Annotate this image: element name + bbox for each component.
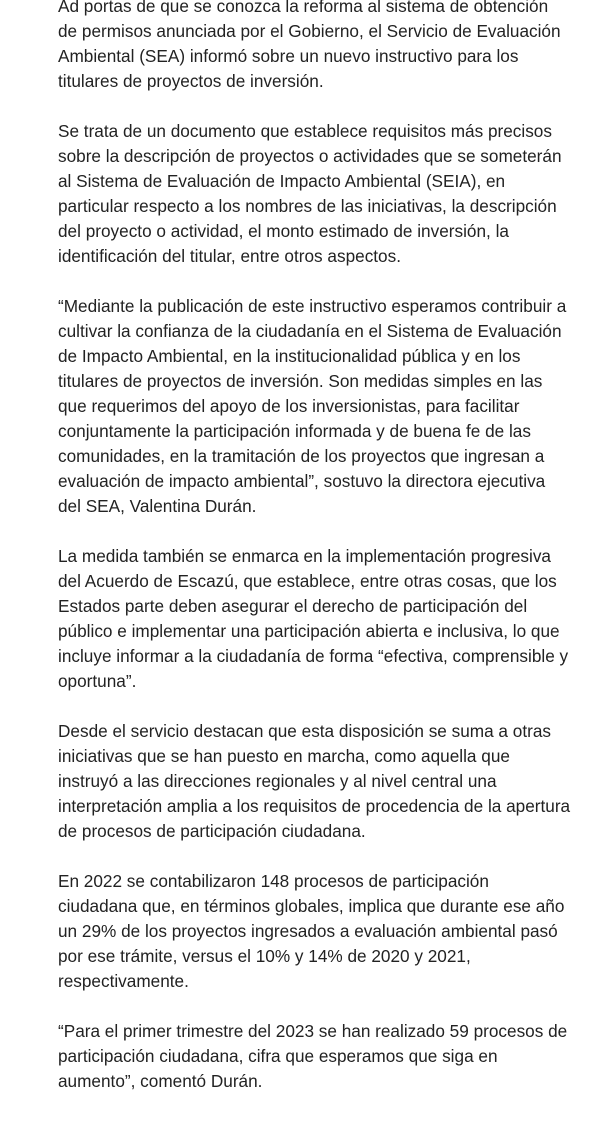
article-paragraph: La medida también se enmarca en la implementación progresiva del Acuerdo de Escazú, que establece, entre otras cosas, que los Estados parte deben asegurar el derecho de participación del público e implementar una participación abierta e inclusiva, lo que incluye informar a la ciudadanía de forma “efectiva, comprensible y oportuna”. [58,546,569,691]
article-paragraph: En 2022 se contabilizaron 148 procesos de participación ciudadana que, en términos globales, implica que durante ese año un 29% de los proyectos ingresados a evaluación ambiental pasó por ese trámite, versus el 10% y 14% de 2020 y 2021, respectivamente. [58,871,565,991]
article-paragraph: Desde el servicio destacan que esta disposición se suma a otras iniciativas que se han puesto en marcha, como aquella que instruyó a las direcciones regionales y al nivel central una interpretación amplia a los requisitos de procedencia de la apertura de procesos de participación ciudadana. [58,721,571,841]
article-paragraph: “Mediante la publicación de este instructivo esperamos contribuir a cultivar la confianza de la ciudadanía en el Sistema de Evaluación de Impacto Ambiental, en la institucionalidad pública y en los titulares de proyectos de inversión. Son medidas simples en las que requerimos del apoyo de los inversionistas, para facilitar conjuntamente la participación informada y de buena fe de las comunidades, en la tramitación de los proyectos que ingresan a evaluación de impacto ambiental”, sostuvo la directora ejecutiva del SEA, Valentina Durán. [58,296,567,516]
article-paragraph: Ad portas de que se conozca la reforma al sistema de obtención de permisos anunciada por el Gobierno, el Servicio de Evaluación Ambiental (SEA) informó sobre un nuevo instructivo para los titulares de proyectos de inversión. [58,0,561,91]
article-paragraph: “Para el primer trimestre del 2023 se han realizado 59 procesos de participación ciudadana, cifra que esperamos que siga en aumento”, comentó Durán. [58,1021,568,1091]
article-paragraph: Se trata de un documento que establece requisitos más precisos sobre la descripción de proyectos o actividades que se someterán al Sistema de Evaluación de Impacto Ambiental (SEIA), en particular respecto a los nombres de las iniciativas, la descripción del proyecto o actividad, el monto estimado de inversión, la identificación del titular, entre otros aspectos. [58,121,562,266]
